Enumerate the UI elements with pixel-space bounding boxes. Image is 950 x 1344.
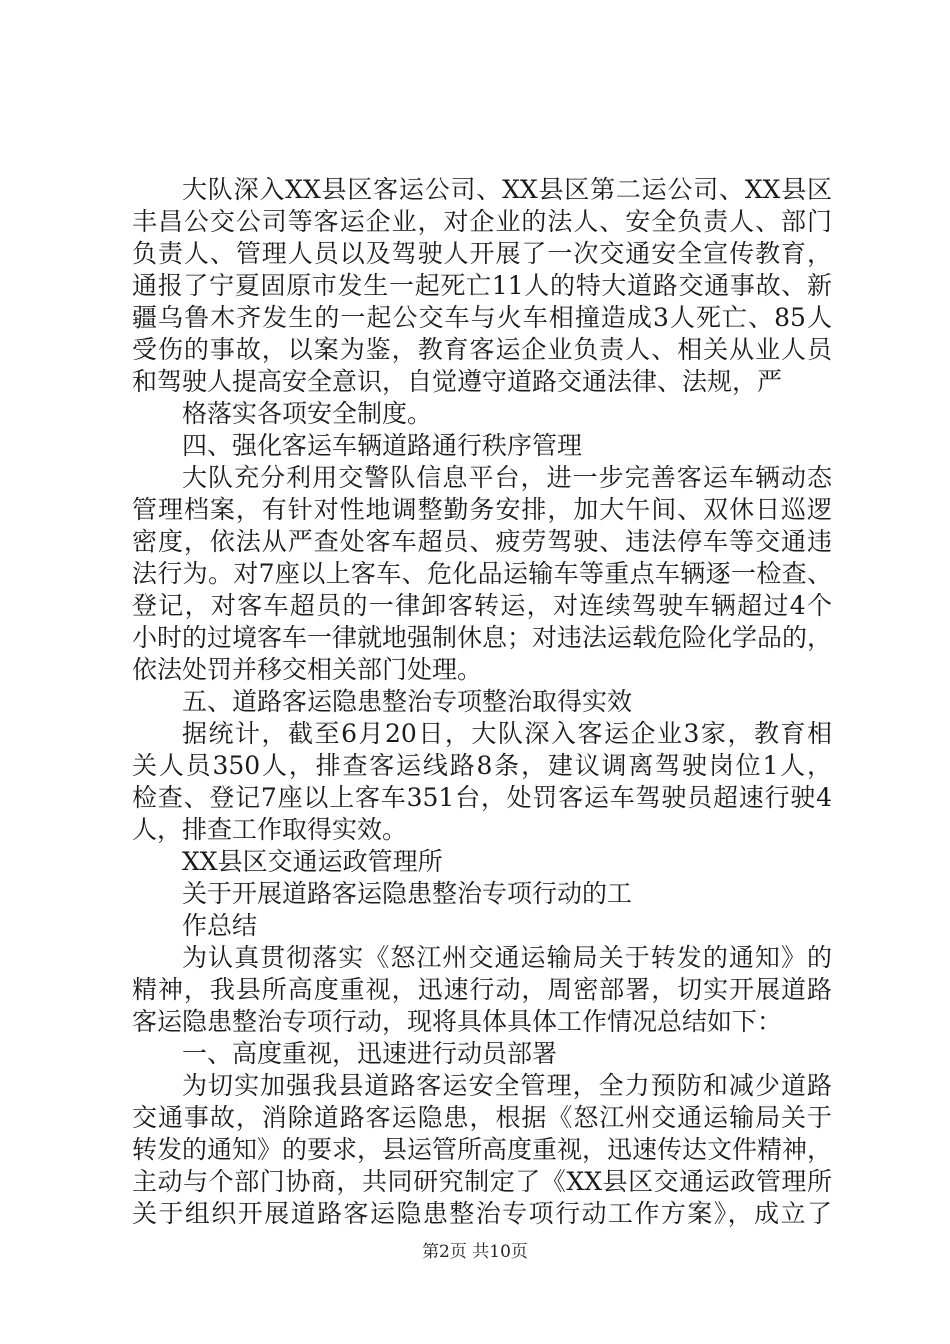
- text-line: 关于组织开展道路客运隐患整治专项行动工作方案》，成立了: [132, 1199, 832, 1228]
- text-line: 丰昌公交公司等客运企业，对企业的法人、安全负责人、部门: [132, 207, 832, 236]
- text-line: 交通事故，消除道路客运隐患，根据《怒江州交通运输局关于: [132, 1103, 832, 1132]
- text-line: 登记，对客车超员的一律卸客转运，对连续驾驶车辆超过4个: [132, 591, 832, 620]
- text-line: 客运隐患整治专项行动，现将具体具体工作情况总结如下：: [132, 1007, 783, 1036]
- text-line: 通报了宁夏固原市发生一起死亡11人的特大道路交通事故、新: [132, 271, 832, 300]
- text-line: 一、高度重视，迅速进行动员部署: [182, 1039, 558, 1068]
- text-line: 大队深入XX县区客运公司、XX县区第二运公司、XX县区: [182, 175, 832, 204]
- text-line: 五、道路客运隐患整治专项整治取得实效: [182, 687, 633, 716]
- text-line: 为认真贯彻落实《怒江州交通运输局关于转发的通知》的: [182, 943, 832, 972]
- text-line: 格落实各项安全制度。: [182, 399, 433, 428]
- text-line: 管理档案，有针对性地调整勤务安排，加大午间、双休日巡逻: [132, 495, 832, 524]
- text-line: 作总结: [182, 911, 258, 940]
- text-line: 四、强化客运车辆道路通行秩序管理: [182, 431, 583, 460]
- text-line: 法行为。对7座以上客车、危化品运输车等重点车辆逐一检查、: [132, 559, 832, 588]
- text-line: 依法处罚并移交相关部门处理。: [132, 655, 483, 684]
- text-line: 和驾驶人提高安全意识，自觉遵守道路交通法律、法规，严: [132, 367, 783, 396]
- text-line: 人，排查工作取得实效。: [132, 815, 408, 844]
- text-line: 大队充分利用交警队信息平台，进一步完善客运车辆动态: [182, 463, 832, 492]
- text-line: 转发的通知》的要求，县运管所高度重视，迅速传达文件精神，: [132, 1135, 833, 1164]
- text-line: 小时的过境客车一律就地强制休息；对违法运载危险化学品的，: [132, 623, 833, 652]
- text-line: 密度，依法从严查处客车超员、疲劳驾驶、违法停车等交通违: [132, 527, 832, 556]
- text-line: 为切实加强我县道路客运安全管理，全力预防和减少道路: [182, 1071, 832, 1100]
- text-line: 疆乌鲁木齐发生的一起公交车与火车相撞造成3人死亡、85人: [132, 303, 832, 332]
- text-line: 关人员350人，排查客运线路8条，建议调离驾驶岗位1人，: [132, 751, 832, 780]
- text-line: XX县区交通运政管理所: [182, 847, 443, 876]
- text-line: 据统计，截至6月20日，大队深入客运企业3家，教育相: [182, 719, 832, 748]
- text-line: 精神，我县所高度重视，迅速行动，周密部署，切实开展道路: [132, 975, 832, 1004]
- text-line: 负责人、管理人员以及驾驶人开展了一次交通安全宣传教育，: [132, 239, 832, 268]
- text-line: 主动与个部门协商，共同研究制定了《XX县区交通运政管理所: [132, 1167, 832, 1196]
- page-footer: 第2页 共10页: [422, 1242, 528, 1262]
- document-body: [132, 174, 832, 1230]
- text-line: 检查、登记7座以上客车351台，处罚客运车驾驶员超速行驶4: [132, 783, 832, 812]
- text-line: 受伤的事故，以案为鉴，教育客运企业负责人、相关从业人员: [132, 335, 832, 364]
- text-line: 关于开展道路客运隐患整治专项行动的工: [182, 879, 633, 908]
